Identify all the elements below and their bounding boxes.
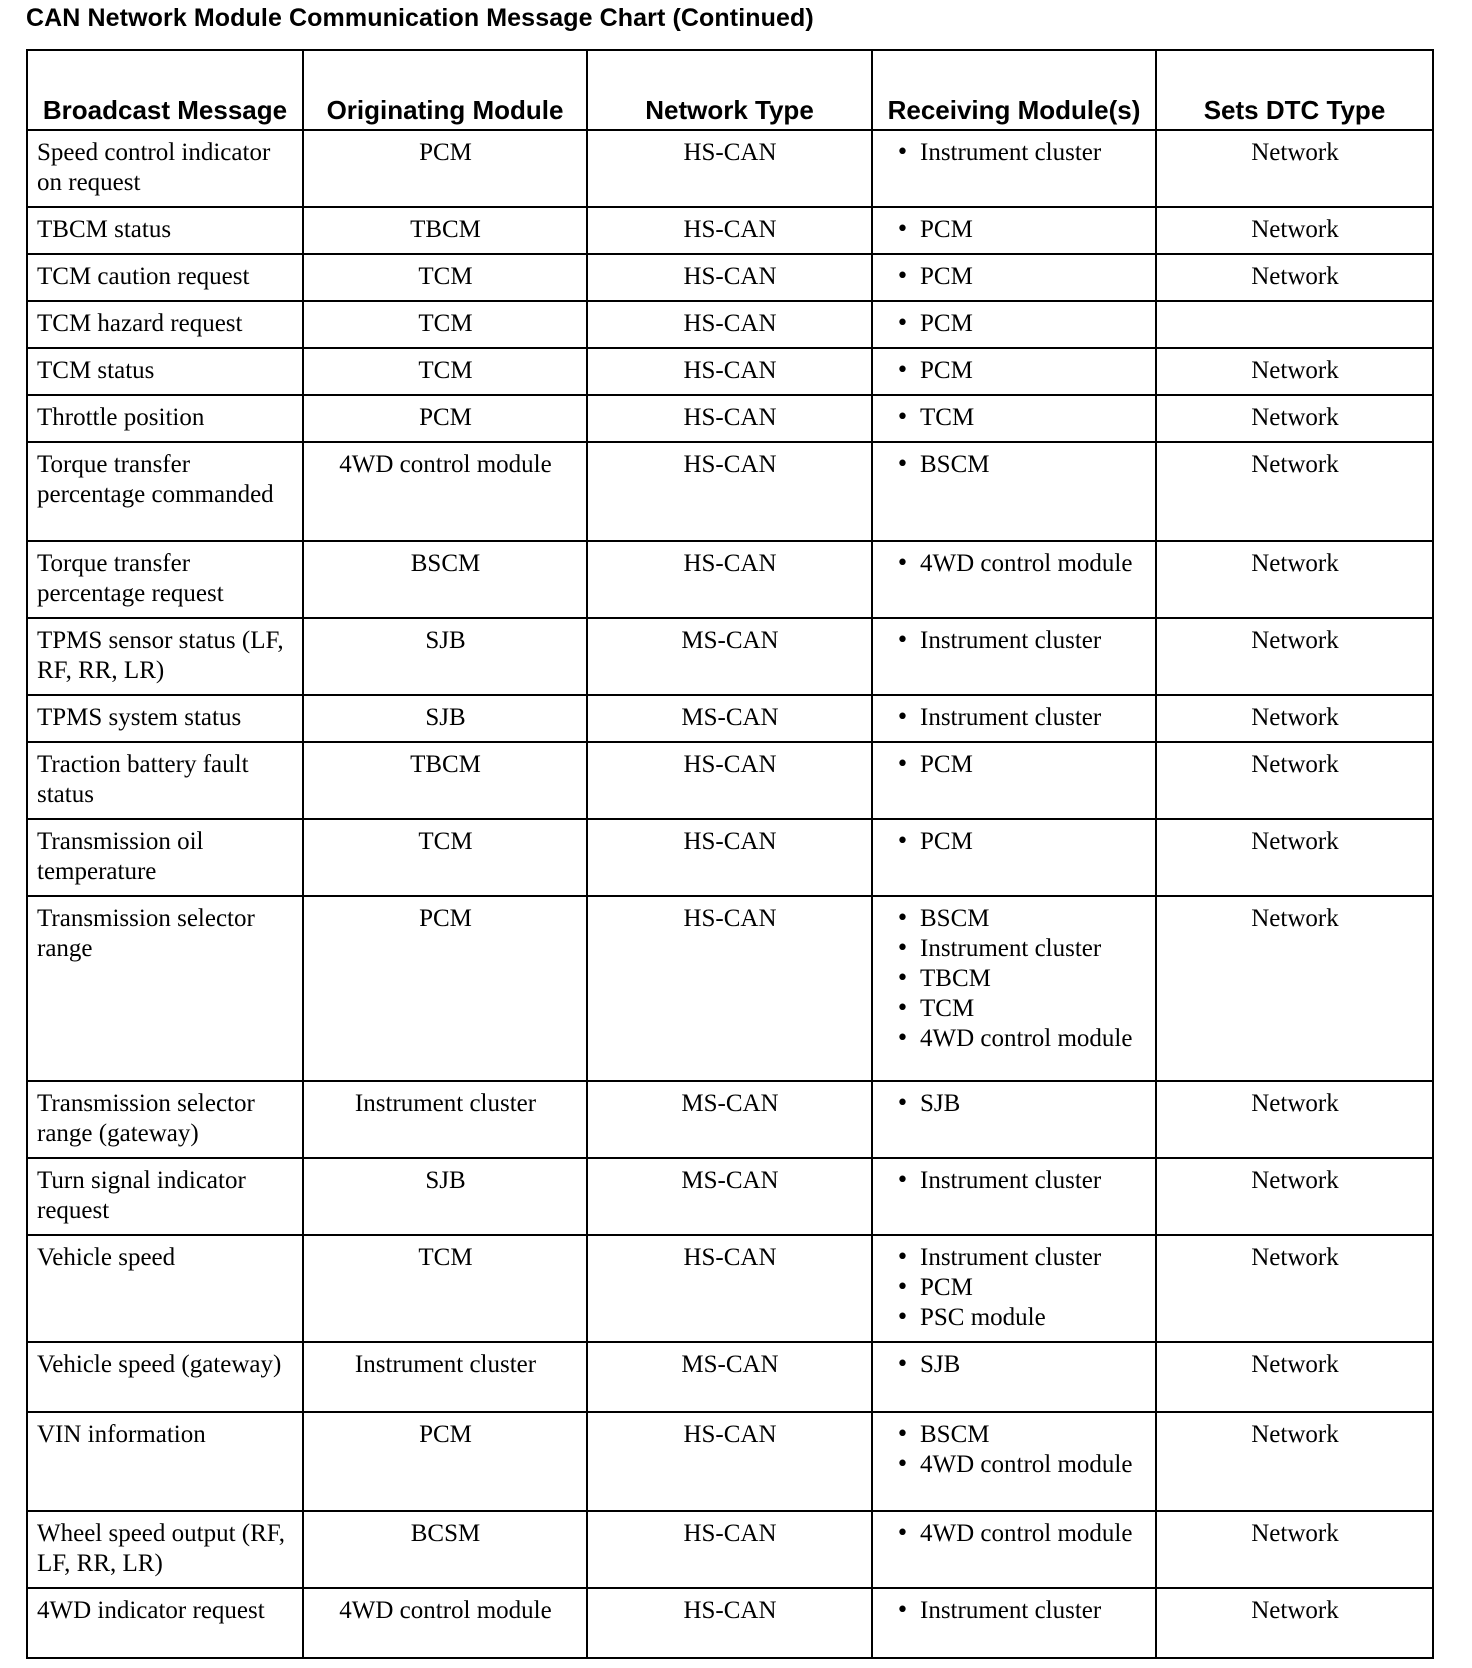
receiving-modules-cell [872,819,1156,896]
receiving-modules-list [882,904,1147,1054]
network-type-cell: HS-CAN [587,742,872,819]
receiving-modules-list [882,309,1147,339]
header-broadcast-message: Broadcast Message [27,50,303,130]
table-row [27,1511,1433,1588]
originating-module-cell: SJB [303,695,587,742]
broadcast-message-cell: Torque transfer percentage request [27,541,303,618]
receiving-modules-list [882,750,1147,780]
receiving-modules-cell [872,1511,1156,1588]
receiving-module-item: • SJB [896,1089,1147,1119]
network-type-cell: HS-CAN [587,819,872,896]
sets-dtc-type-cell: Network [1156,1081,1433,1158]
broadcast-message-cell: Vehicle speed [27,1235,303,1342]
originating-module-cell: Instrument cluster [303,1081,587,1158]
receiving-module-item: • Instrument cluster [896,1596,1147,1626]
sets-dtc-type-cell: Network [1156,695,1433,742]
receiving-modules-list [882,138,1147,168]
receiving-modules-cell [872,1342,1156,1412]
header-sets-dtc-type: Sets DTC Type [1156,50,1433,130]
receiving-module-item: • PSC module [896,1303,1147,1333]
receiving-modules-cell [872,442,1156,541]
network-type-cell: HS-CAN [587,130,872,207]
receiving-module-item: • Instrument cluster [896,138,1147,168]
receiving-module-item: • Instrument cluster [896,934,1147,964]
table-row [27,1588,1433,1658]
network-type-cell: HS-CAN [587,1235,872,1342]
receiving-module-item: • Instrument cluster [896,703,1147,733]
network-type-cell: HS-CAN [587,395,872,442]
receiving-modules-cell [872,618,1156,695]
broadcast-message-cell: Turn signal indicator request [27,1158,303,1235]
receiving-modules-cell [872,1235,1156,1342]
originating-module-cell: PCM [303,130,587,207]
receiving-module-item: • BSCM [896,904,1147,934]
receiving-modules-cell [872,1412,1156,1511]
sets-dtc-type-cell: Network [1156,896,1433,1081]
sets-dtc-type-cell: Network [1156,130,1433,207]
sets-dtc-type-cell: Network [1156,395,1433,442]
originating-module-cell: BSCM [303,541,587,618]
receiving-modules-list [882,1420,1147,1480]
table-row [27,742,1433,819]
broadcast-message-cell: VIN information [27,1412,303,1511]
network-type-cell: HS-CAN [587,541,872,618]
receiving-module-item: • PCM [896,750,1147,780]
receiving-modules-list [882,549,1147,579]
sets-dtc-type-cell: Network [1156,1412,1433,1511]
sets-dtc-type-cell: Network [1156,819,1433,896]
table-row [27,442,1433,541]
broadcast-message-cell: TBCM status [27,207,303,254]
receiving-modules-cell [872,348,1156,395]
table-body [27,130,1433,1658]
receiving-module-item: • BSCM [896,1420,1147,1450]
network-type-cell: HS-CAN [587,348,872,395]
receiving-modules-cell [872,1158,1156,1235]
broadcast-message-cell: Transmission selector range (gateway) [27,1081,303,1158]
broadcast-message-cell: TPMS system status [27,695,303,742]
table-row [27,1342,1433,1412]
table-row [27,254,1433,301]
receiving-modules-list [882,626,1147,656]
table-row [27,348,1433,395]
originating-module-cell: TCM [303,1235,587,1342]
sets-dtc-type-cell: Network [1156,1342,1433,1412]
network-type-cell: HS-CAN [587,1588,872,1658]
receiving-module-item: • PCM [896,1273,1147,1303]
broadcast-message-cell: TCM caution request [27,254,303,301]
receiving-module-item: • TCM [896,403,1147,433]
sets-dtc-type-cell: Network [1156,207,1433,254]
receiving-modules-cell [872,395,1156,442]
broadcast-message-cell: Traction battery fault status [27,742,303,819]
table-row [27,1158,1433,1235]
page-title: CAN Network Module Communication Message Chart (Continued) [26,4,814,32]
receiving-modules-list [882,827,1147,857]
receiving-modules-cell [872,254,1156,301]
table-row [27,695,1433,742]
header-receiving-modules: Receiving Module(s) [872,50,1156,130]
receiving-module-item: • BSCM [896,450,1147,480]
originating-module-cell: PCM [303,1412,587,1511]
network-type-cell: HS-CAN [587,442,872,541]
receiving-modules-cell [872,742,1156,819]
originating-module-cell: TCM [303,254,587,301]
table-row [27,1412,1433,1511]
sets-dtc-type-cell: Network [1156,254,1433,301]
receiving-module-item: • SJB [896,1350,1147,1380]
receiving-modules-cell [872,1081,1156,1158]
network-type-cell: HS-CAN [587,1511,872,1588]
receiving-module-item: • TBCM [896,964,1147,994]
originating-module-cell: TBCM [303,742,587,819]
sets-dtc-type-cell: Network [1156,742,1433,819]
originating-module-cell: Instrument cluster [303,1342,587,1412]
receiving-modules-list [882,1243,1147,1333]
sets-dtc-type-cell: Network [1156,1511,1433,1588]
network-type-cell: HS-CAN [587,1412,872,1511]
sets-dtc-type-cell: Network [1156,541,1433,618]
header-network-type: Network Type [587,50,872,130]
receiving-modules-list [882,403,1147,433]
message-chart-table [26,49,1434,1659]
table-row [27,896,1433,1081]
broadcast-message-cell: TCM status [27,348,303,395]
network-type-cell: HS-CAN [587,896,872,1081]
receiving-module-item: • 4WD control module [896,549,1147,579]
receiving-modules-list [882,1350,1147,1380]
network-type-cell: HS-CAN [587,207,872,254]
receiving-modules-list [882,1166,1147,1196]
receiving-modules-list [882,1596,1147,1626]
originating-module-cell: PCM [303,395,587,442]
originating-module-cell: 4WD control module [303,1588,587,1658]
broadcast-message-cell: Transmission oil temperature [27,819,303,896]
network-type-cell: MS-CAN [587,618,872,695]
originating-module-cell: TCM [303,301,587,348]
receiving-modules-list [882,1089,1147,1119]
originating-module-cell: TCM [303,348,587,395]
originating-module-cell: 4WD control module [303,442,587,541]
table-row [27,1081,1433,1158]
originating-module-cell: PCM [303,896,587,1081]
originating-module-cell: BCSM [303,1511,587,1588]
receiving-modules-cell [872,301,1156,348]
receiving-modules-cell [872,896,1156,1081]
receiving-modules-list [882,1519,1147,1549]
broadcast-message-cell: TPMS sensor status (LF, RF, RR, LR) [27,618,303,695]
receiving-module-item: • PCM [896,262,1147,292]
table-row [27,819,1433,896]
originating-module-cell: TBCM [303,207,587,254]
originating-module-cell: TCM [303,819,587,896]
receiving-modules-list [882,356,1147,386]
table-row [27,130,1433,207]
table-row [27,395,1433,442]
receiving-module-item: • TCM [896,994,1147,1024]
sets-dtc-type-cell [1156,301,1433,348]
receiving-module-item: • 4WD control module [896,1450,1147,1480]
table-row [27,1235,1433,1342]
sets-dtc-type-cell: Network [1156,618,1433,695]
receiving-module-item: • PCM [896,309,1147,339]
sets-dtc-type-cell: Network [1156,348,1433,395]
table-row [27,207,1433,254]
receiving-module-item: • Instrument cluster [896,1166,1147,1196]
receiving-modules-cell [872,541,1156,618]
receiving-module-item: • Instrument cluster [896,1243,1147,1273]
receiving-module-item: • PCM [896,356,1147,386]
sets-dtc-type-cell: Network [1156,1158,1433,1235]
network-type-cell: HS-CAN [587,254,872,301]
receiving-module-item: • 4WD control module [896,1519,1147,1549]
receiving-module-item: • 4WD control module [896,1024,1147,1054]
broadcast-message-cell: Wheel speed output (RF, LF, RR, LR) [27,1511,303,1588]
receiving-modules-list [882,262,1147,292]
network-type-cell: MS-CAN [587,1081,872,1158]
table-header-row [27,50,1433,130]
sets-dtc-type-cell: Network [1156,1588,1433,1658]
originating-module-cell: SJB [303,618,587,695]
broadcast-message-cell: Transmission selector range [27,896,303,1081]
receiving-modules-cell [872,1588,1156,1658]
network-type-cell: HS-CAN [587,301,872,348]
receiving-module-item: • PCM [896,827,1147,857]
broadcast-message-cell: Vehicle speed (gateway) [27,1342,303,1412]
network-type-cell: MS-CAN [587,695,872,742]
receiving-module-item: • PCM [896,215,1147,245]
originating-module-cell: SJB [303,1158,587,1235]
sets-dtc-type-cell: Network [1156,442,1433,541]
broadcast-message-cell: TCM hazard request [27,301,303,348]
receiving-modules-list [882,703,1147,733]
table-row [27,618,1433,695]
receiving-modules-cell [872,207,1156,254]
network-type-cell: MS-CAN [587,1158,872,1235]
receiving-modules-list [882,215,1147,245]
network-type-cell: MS-CAN [587,1342,872,1412]
broadcast-message-cell: Throttle position [27,395,303,442]
sets-dtc-type-cell: Network [1156,1235,1433,1342]
header-originating-module: Originating Module [303,50,587,130]
receiving-modules-cell [872,695,1156,742]
broadcast-message-cell: Torque transfer percentage commanded [27,442,303,541]
table-row [27,301,1433,348]
broadcast-message-cell: Speed control indicator on request [27,130,303,207]
receiving-module-item: • Instrument cluster [896,626,1147,656]
receiving-modules-cell [872,130,1156,207]
receiving-modules-list [882,450,1147,480]
table-row [27,541,1433,618]
broadcast-message-cell: 4WD indicator request [27,1588,303,1658]
